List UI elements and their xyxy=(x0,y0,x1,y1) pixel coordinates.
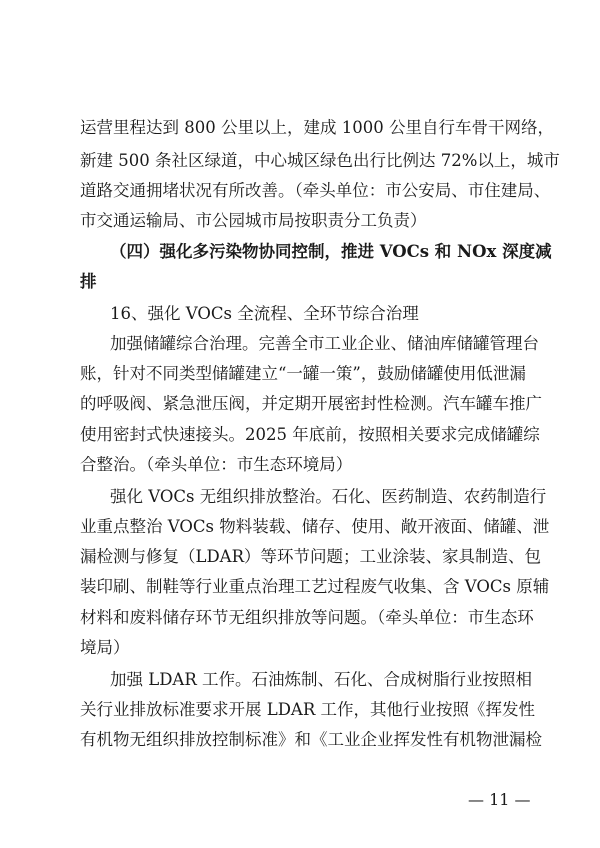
body-text-line xyxy=(0,570,600,604)
body-text-line xyxy=(0,510,600,544)
page-number: — 11 — xyxy=(468,790,531,809)
line-text: 新建 500 条社区绿道，中心城区绿色出行比例达 72%以上，城市 xyxy=(80,151,560,170)
line-text: 使用密封式快速接头。2025 年底前，按照相关要求完成储罐综 xyxy=(80,425,540,444)
line-text: 的呼吸阀、紧急泄压阀，并定期开展密封性检测。汽车罐车推广 xyxy=(80,394,542,413)
line-text: 运营里程达到 800 公里以上，建成 1000 公里自行车骨干网络， xyxy=(80,118,554,137)
body-text-line xyxy=(0,693,600,727)
line-text: 境局） xyxy=(80,638,130,657)
section-heading-line xyxy=(0,265,600,299)
body-text-line xyxy=(0,144,600,178)
body-text-line xyxy=(0,540,600,574)
body-text-line xyxy=(0,631,600,665)
line-text: 账，针对不同类型储罐建立“一罐一策”，鼓励储罐使用低泄漏 xyxy=(80,364,526,383)
body-text-line xyxy=(0,387,600,421)
line-text: 加强 LDAR 工作。石油炼制、石化、合成树脂行业按照相 xyxy=(110,670,533,689)
body-text-line xyxy=(0,204,600,238)
line-text: 强化 VOCs 无组织排放整治。石化、医药制造、农药制造行 xyxy=(110,487,547,506)
section-heading-line xyxy=(0,235,600,269)
line-text: 有机物无组织排放控制标准》和《工业企业挥发性有机物泄漏检 xyxy=(80,730,542,749)
body-text-line xyxy=(0,723,600,757)
body-text-line xyxy=(0,111,600,145)
body-text-line xyxy=(0,480,600,514)
body-text-line xyxy=(0,663,600,697)
body-text-line xyxy=(0,327,600,361)
body-text-line xyxy=(0,418,600,452)
line-text: 材料和废料储存环节无组织排放等问题。（牵头单位：市生态环 xyxy=(80,608,534,627)
line-text: 合整治。（牵头单位：市生态环境局） xyxy=(80,455,353,474)
section-heading-text: （四）强化多污染物协同控制，推进 VOCs 和 NOx 深度减 xyxy=(110,242,552,261)
line-text: 市交通运输局、市公园城市局按职责分工负责） xyxy=(80,211,427,230)
line-text: 漏检测与修复（LDAR）等环节问题；工业涂装、家具制造、包 xyxy=(80,547,542,566)
subheading-text: 16、强化 VOCs 全流程、全环节综合治理 xyxy=(110,304,419,323)
line-text: 道路交通拥堵状况有所改善。（牵头单位：市公安局、市住建局、 xyxy=(80,181,551,200)
line-text: 业重点整治 VOCs 物料装载、储存、使用、敞开液面、储罐、泄 xyxy=(80,517,550,536)
line-text: 加强储罐综合治理。完善全市工业企业、储油库储罐管理台 xyxy=(110,334,539,353)
line-text: 装印刷、制鞋等行业重点治理工艺过程废气收集、含 VOCs 原辅 xyxy=(80,577,550,596)
body-text-line xyxy=(0,174,600,208)
body-text-line xyxy=(0,357,600,391)
line-text: 关行业排放标准要求开展 LDAR 工作，其他行业按照《挥发性 xyxy=(80,700,536,719)
subheading-line xyxy=(0,297,600,331)
body-text-line xyxy=(0,448,600,482)
body-text-line xyxy=(0,601,600,635)
section-heading-text: 排 xyxy=(80,272,97,291)
